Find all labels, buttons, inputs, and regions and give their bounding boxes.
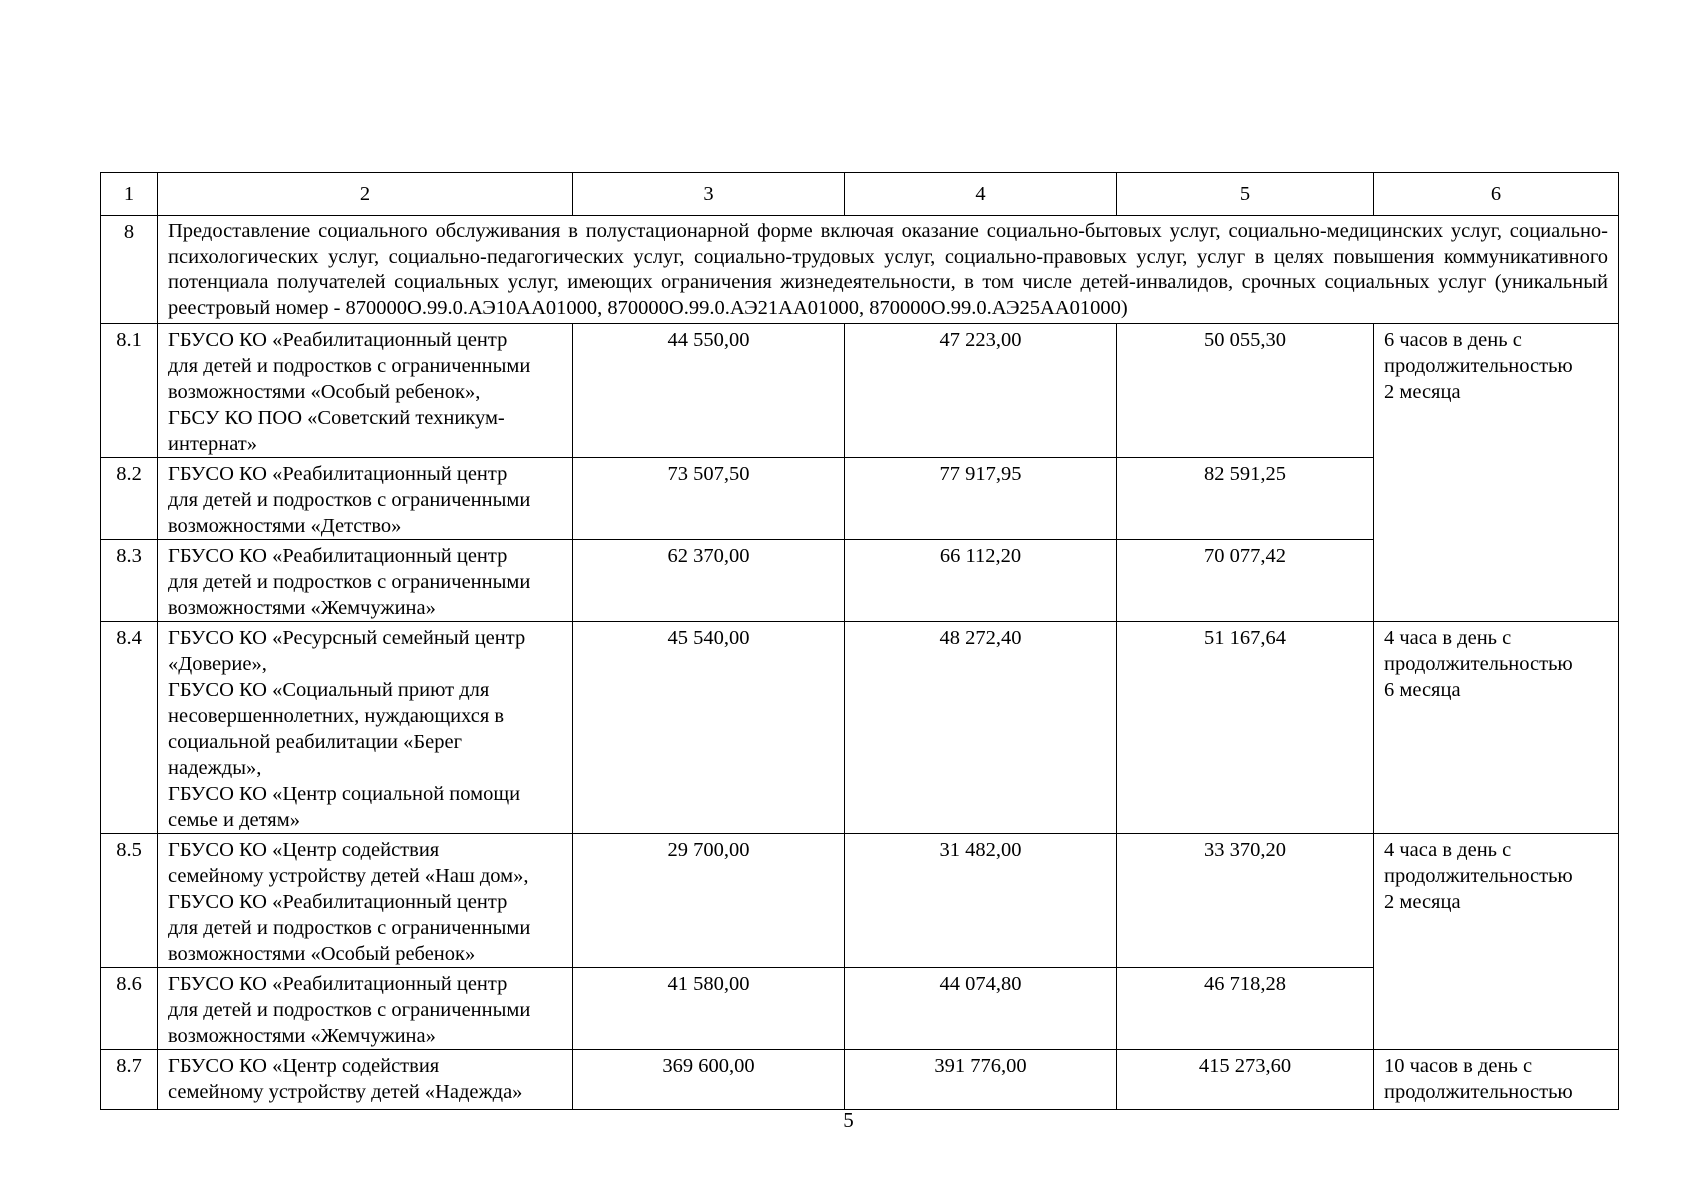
- column-header-1: 1: [101, 173, 158, 216]
- row-number: 8.3: [101, 540, 158, 622]
- value-col3: 369 600,00: [573, 1050, 845, 1110]
- value-col4: 47 223,00: [845, 324, 1117, 458]
- section-description: Предоставление социального обслуживания в полустационарной форме включая оказание социально-бытовых услуг, социально-медицинских услуг, социально-психологических услуг, социально-педагогических услуг, социально-трудовых услуг, социально-правовых услуг, услуг в целях повышения коммуникативного потенциала получателей социальных услуг, имеющих ограничения жизнедеятельности, в том числе детей-инвалидов, срочных социальных услуг (уникальный реестровый номер - 870000О.99.0.АЭ10АА01000, 870000О.99.0.АЭ21АА01000, 870000О.99.0.АЭ25АА01000): [158, 216, 1619, 324]
- value-col4: 31 482,00: [845, 834, 1117, 968]
- value-col5: 50 055,30: [1117, 324, 1374, 458]
- value-col3: 44 550,00: [573, 324, 845, 458]
- provider-name-line: возможностями «Детство»: [168, 515, 402, 537]
- provider-name-line: ГБУСО КО «Ресурсный семейный центр: [168, 627, 526, 649]
- table-row: [101, 834, 1619, 968]
- column-number-row: [101, 173, 1619, 216]
- provider-name: [158, 968, 573, 1050]
- duration-note-line: 4 часа в день с: [1384, 839, 1512, 861]
- provider-name-line: ГБУСО КО «Центр содействия: [168, 1055, 440, 1077]
- provider-name-line: социальной реабилитации «Берег: [168, 731, 462, 753]
- section-number: 8: [101, 216, 158, 324]
- value-col3: 73 507,50: [573, 458, 845, 540]
- provider-name-line: несовершеннолетних, нуждающихся в: [168, 705, 505, 727]
- provider-name-line: ГБУСО КО «Социальный приют для: [168, 679, 490, 701]
- provider-name-line: возможностями «Особый ребенок»: [168, 943, 476, 965]
- row-number: 8.1: [101, 324, 158, 458]
- column-header-3: 3: [573, 173, 845, 216]
- column-header-2: 2: [158, 173, 573, 216]
- duration-note-line: продолжительностью: [1384, 865, 1573, 887]
- row-number: 8.2: [101, 458, 158, 540]
- page-number: 5: [843, 1108, 854, 1132]
- value-col4: 66 112,20: [845, 540, 1117, 622]
- provider-name-line: возможностями «Жемчужина»: [168, 597, 436, 619]
- value-col5: 70 077,42: [1117, 540, 1374, 622]
- duration-note-line: продолжительностью: [1384, 653, 1573, 675]
- provider-name-line: семейному устройству детей «Надежда»: [168, 1081, 523, 1103]
- duration-note-line: 6 месяца: [1384, 679, 1461, 701]
- provider-name-line: ГБУСО КО «Реабилитационный центр: [168, 891, 508, 913]
- table-row: [101, 1050, 1619, 1110]
- value-col4: 77 917,95: [845, 458, 1117, 540]
- section-row: [101, 216, 1619, 324]
- provider-name-line: семейному устройству детей «Наш дом»,: [168, 865, 529, 887]
- duration-note-line: 10 часов в день с: [1384, 1055, 1533, 1077]
- provider-name: [158, 834, 573, 968]
- row-number: 8.6: [101, 968, 158, 1050]
- value-col4: 391 776,00: [845, 1050, 1117, 1110]
- duration-note-line: 2 месяца: [1384, 891, 1461, 913]
- provider-name: [158, 540, 573, 622]
- duration-note-line: продолжительностью: [1384, 355, 1573, 377]
- duration-note: [1374, 324, 1619, 622]
- provider-name-line: интернат»: [168, 433, 257, 455]
- row-number: 8.5: [101, 834, 158, 968]
- row-number: 8.7: [101, 1050, 158, 1110]
- column-header-5: 5: [1117, 173, 1374, 216]
- value-col3: 62 370,00: [573, 540, 845, 622]
- duration-note: [1374, 1050, 1619, 1110]
- provider-name-line: возможностями «Особый ребенок»,: [168, 381, 481, 403]
- provider-name: [158, 1050, 573, 1110]
- provider-name-line: надежды»,: [168, 757, 262, 779]
- duration-note-line: 6 часов в день с: [1384, 329, 1522, 351]
- provider-name: [158, 458, 573, 540]
- provider-name-line: для детей и подростков с ограниченными: [168, 489, 531, 511]
- duration-note-line: 2 месяца: [1384, 381, 1461, 403]
- duration-note: [1374, 622, 1619, 834]
- provider-name-line: для детей и подростков с ограниченными: [168, 999, 531, 1021]
- provider-name-line: ГБУСО КО «Реабилитационный центр: [168, 463, 508, 485]
- column-header-6: 6: [1374, 173, 1619, 216]
- provider-name-line: ГБУСО КО «Реабилитационный центр: [168, 329, 508, 351]
- table-row: [101, 622, 1619, 834]
- provider-name-line: ГБУСО КО «Реабилитационный центр: [168, 973, 508, 995]
- value-col5: 51 167,64: [1117, 622, 1374, 834]
- provider-name-line: «Доверие»,: [168, 653, 267, 675]
- provider-name-line: возможностями «Жемчужина»: [168, 1025, 436, 1047]
- value-col5: 46 718,28: [1117, 968, 1374, 1050]
- value-col3: 41 580,00: [573, 968, 845, 1050]
- provider-name-line: ГБУСО КО «Реабилитационный центр: [168, 545, 508, 567]
- provider-name-line: ГБУСО КО «Центр социальной помощи: [168, 783, 521, 805]
- duration-note-line: продолжительностью: [1384, 1081, 1573, 1103]
- provider-name: [158, 324, 573, 458]
- value-col3: 45 540,00: [573, 622, 845, 834]
- value-col5: 415 273,60: [1117, 1050, 1374, 1110]
- provider-name: [158, 622, 573, 834]
- table-row: [101, 324, 1619, 458]
- provider-name-line: семье и детям»: [168, 809, 300, 831]
- value-col5: 33 370,20: [1117, 834, 1374, 968]
- duration-note: [1374, 834, 1619, 1050]
- value-col4: 44 074,80: [845, 968, 1117, 1050]
- value-col4: 48 272,40: [845, 622, 1117, 834]
- column-header-4: 4: [845, 173, 1117, 216]
- provider-name-line: для детей и подростков с ограниченными: [168, 571, 531, 593]
- tariff-table: [100, 172, 1619, 1110]
- value-col3: 29 700,00: [573, 834, 845, 968]
- provider-name-line: ГБУСО КО «Центр содействия: [168, 839, 440, 861]
- row-number: 8.4: [101, 622, 158, 834]
- provider-name-line: для детей и подростков с ограниченными: [168, 917, 531, 939]
- provider-name-line: ГБСУ КО ПОО «Советский техникум-: [168, 407, 505, 429]
- provider-name-line: для детей и подростков с ограниченными: [168, 355, 531, 377]
- duration-note-line: 4 часа в день с: [1384, 627, 1512, 649]
- value-col5: 82 591,25: [1117, 458, 1374, 540]
